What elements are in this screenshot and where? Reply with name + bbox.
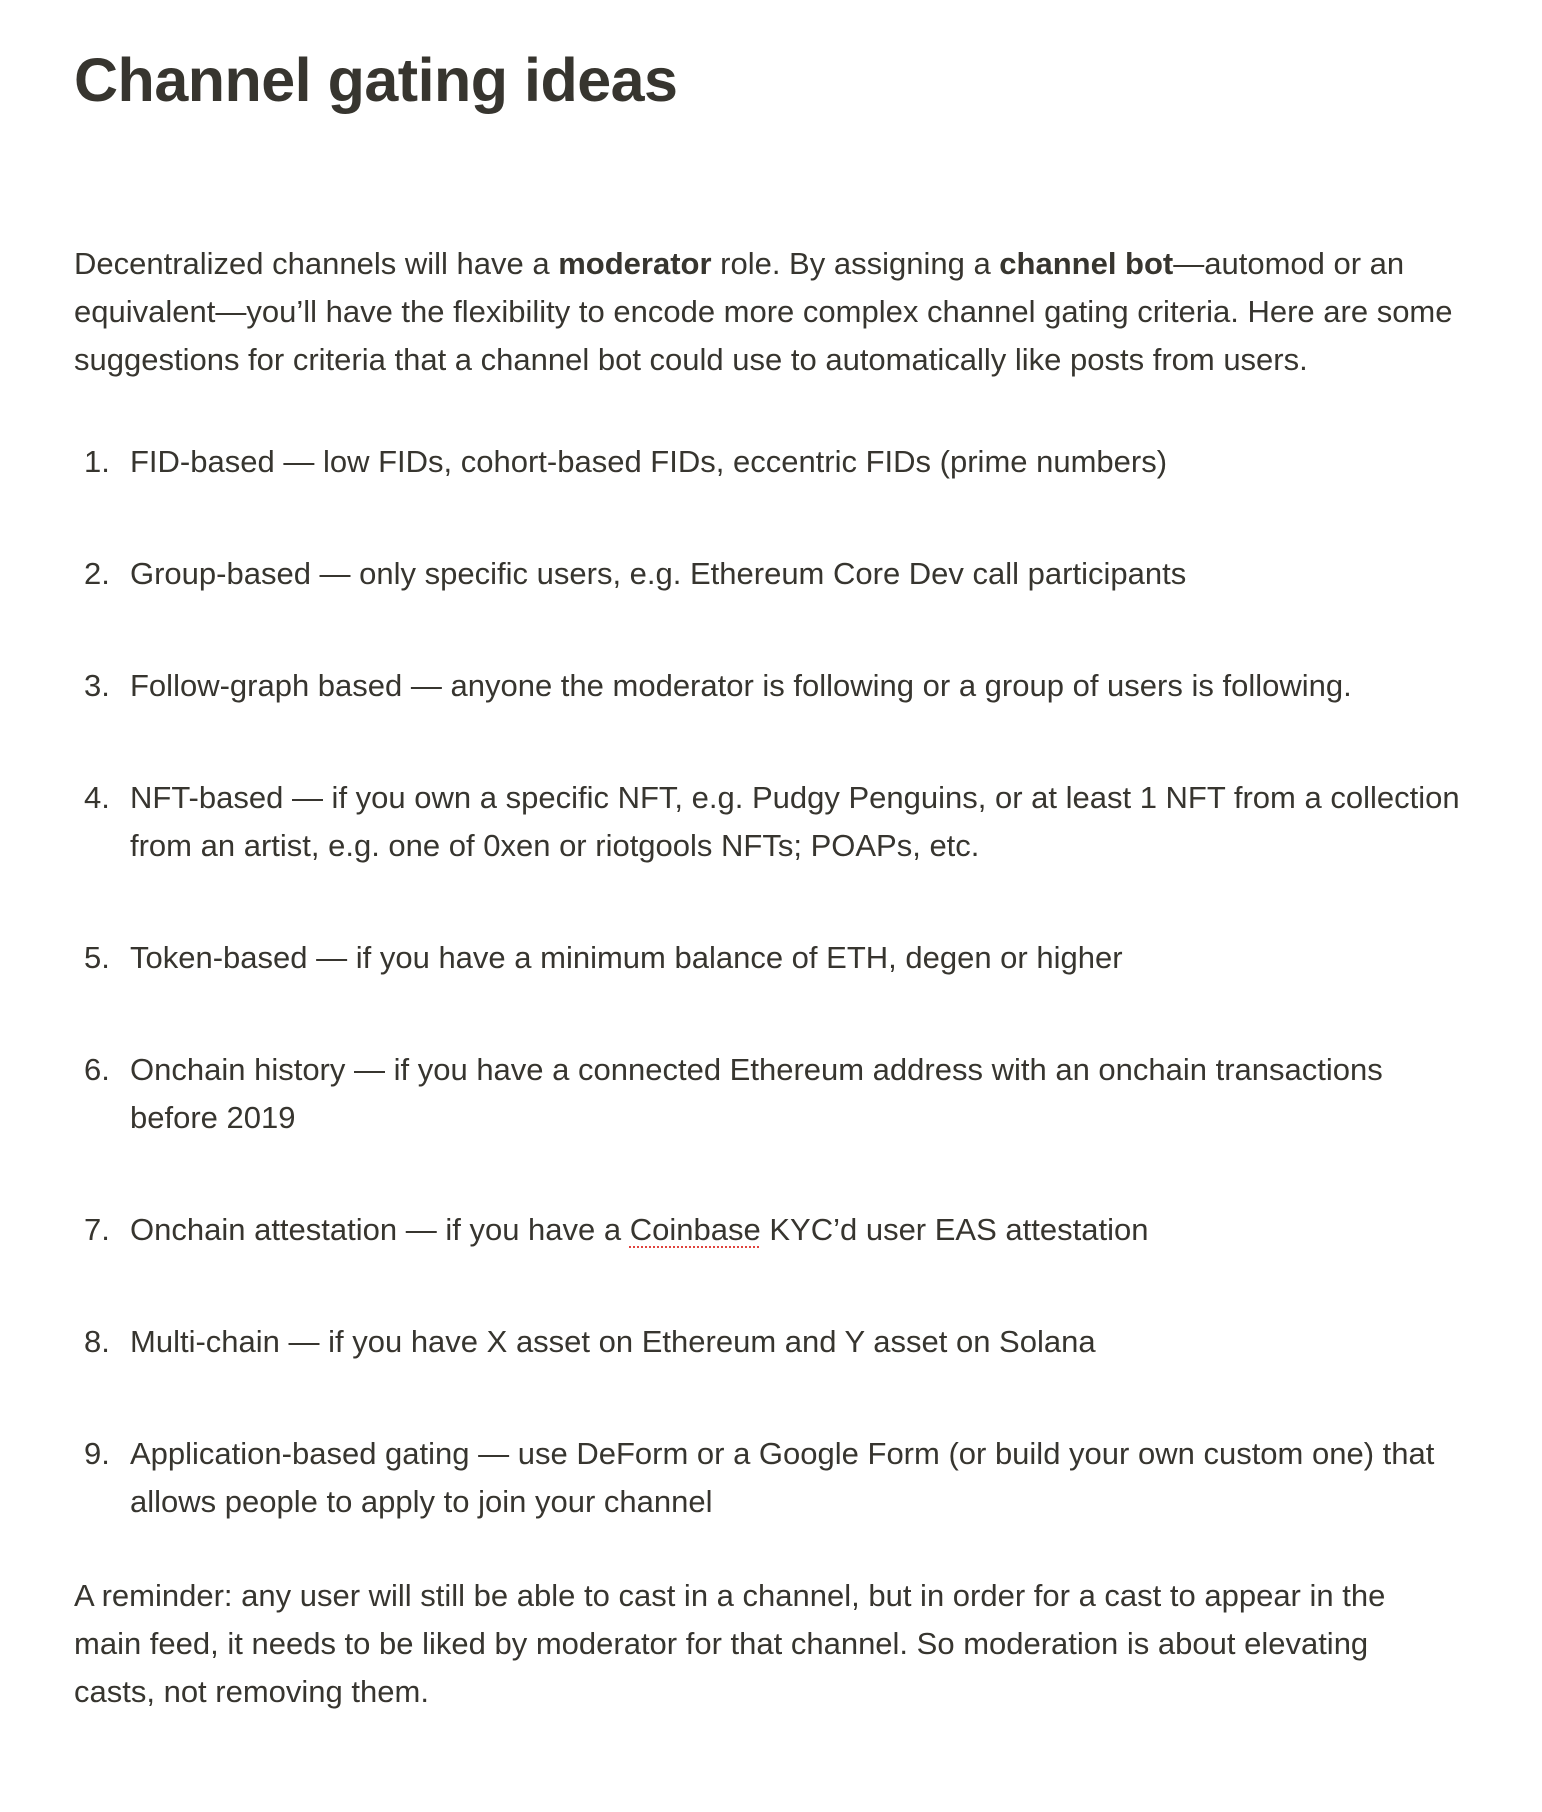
- list-item-text: Group-based — only specific users, e.g. Ethereum Core Dev call participants: [130, 556, 1187, 591]
- list-item: [74, 1430, 1474, 1526]
- list-item: [74, 662, 1474, 710]
- intro-paragraph: [74, 240, 1454, 384]
- list-item-number: 2.: [84, 556, 110, 591]
- list-item-text: Multi-chain — if you have X asset on Ethereum and Y asset on Solana: [130, 1324, 1096, 1359]
- list-item-number: 9.: [84, 1436, 110, 1471]
- list-item-number: 5.: [84, 940, 110, 975]
- list-item: [74, 934, 1474, 982]
- list-item-text: Application-based gating — use DeForm or a Google Form (or build your own custom one) that allows people to apply to join your channel: [130, 1436, 1435, 1519]
- intro-text-2: role. By assigning a: [711, 246, 1000, 281]
- list-item-number: 1.: [84, 444, 110, 479]
- list-item-text-post: KYC’d user EAS attestation: [760, 1212, 1149, 1247]
- list-item: [74, 550, 1474, 598]
- list-item-text-pre: Onchain attestation — if you have a: [130, 1212, 630, 1247]
- list-item-text: NFT-based — if you own a specific NFT, e.g. Pudgy Penguins, or at least 1 NFT from a collection from an artist, e.g. one of 0xen or riotgools NFTs; POAPs, etc.: [130, 780, 1460, 863]
- list-item-text: Follow-graph based — anyone the moderator is following or a group of users is following.: [130, 668, 1352, 703]
- list-item-number: 3.: [84, 668, 110, 703]
- list-item-text: Token-based — if you have a minimum balance of ETH, degen or higher: [130, 940, 1123, 975]
- list-item: [74, 438, 1474, 486]
- list-item-number: 7.: [84, 1212, 110, 1247]
- criteria-list: [74, 438, 1474, 1526]
- list-item: [74, 1318, 1474, 1366]
- intro-bold-channel-bot: channel bot: [999, 246, 1174, 281]
- list-item-text: FID-based — low FIDs, cohort-based FIDs, eccentric FIDs (prime numbers): [130, 444, 1168, 479]
- page-title: Channel gating ideas: [74, 46, 678, 114]
- list-item-number: 6.: [84, 1052, 110, 1087]
- intro-text-3: —automod or an equivalent—you’ll have the flexibility to encode more complex channel gating criteria. Here are some suggestions for criteria that a channel bot could use to automatically like posts from users.: [74, 246, 1453, 377]
- list-item-text: Onchain history — if you have a connected Ethereum address with an onchain transactions before 2019: [130, 1052, 1383, 1135]
- list-item-number: 4.: [84, 780, 110, 815]
- list-item-number: 8.: [84, 1324, 110, 1359]
- list-item: [74, 1206, 1474, 1254]
- intro-bold-moderator: moderator: [558, 246, 712, 281]
- spellcheck-marked-word[interactable]: Coinbase: [629, 1212, 761, 1247]
- reminder-paragraph: A reminder: any user will still be able to cast in a channel, but in order for a cast to appear in the main feed, it needs to be liked by moderator for that channel. So moderation is about elevating casts, not removing them.: [74, 1578, 1386, 1709]
- list-item: [74, 774, 1474, 870]
- list-item: [74, 1046, 1474, 1142]
- intro-text-1: Decentralized channels will have a: [74, 246, 559, 281]
